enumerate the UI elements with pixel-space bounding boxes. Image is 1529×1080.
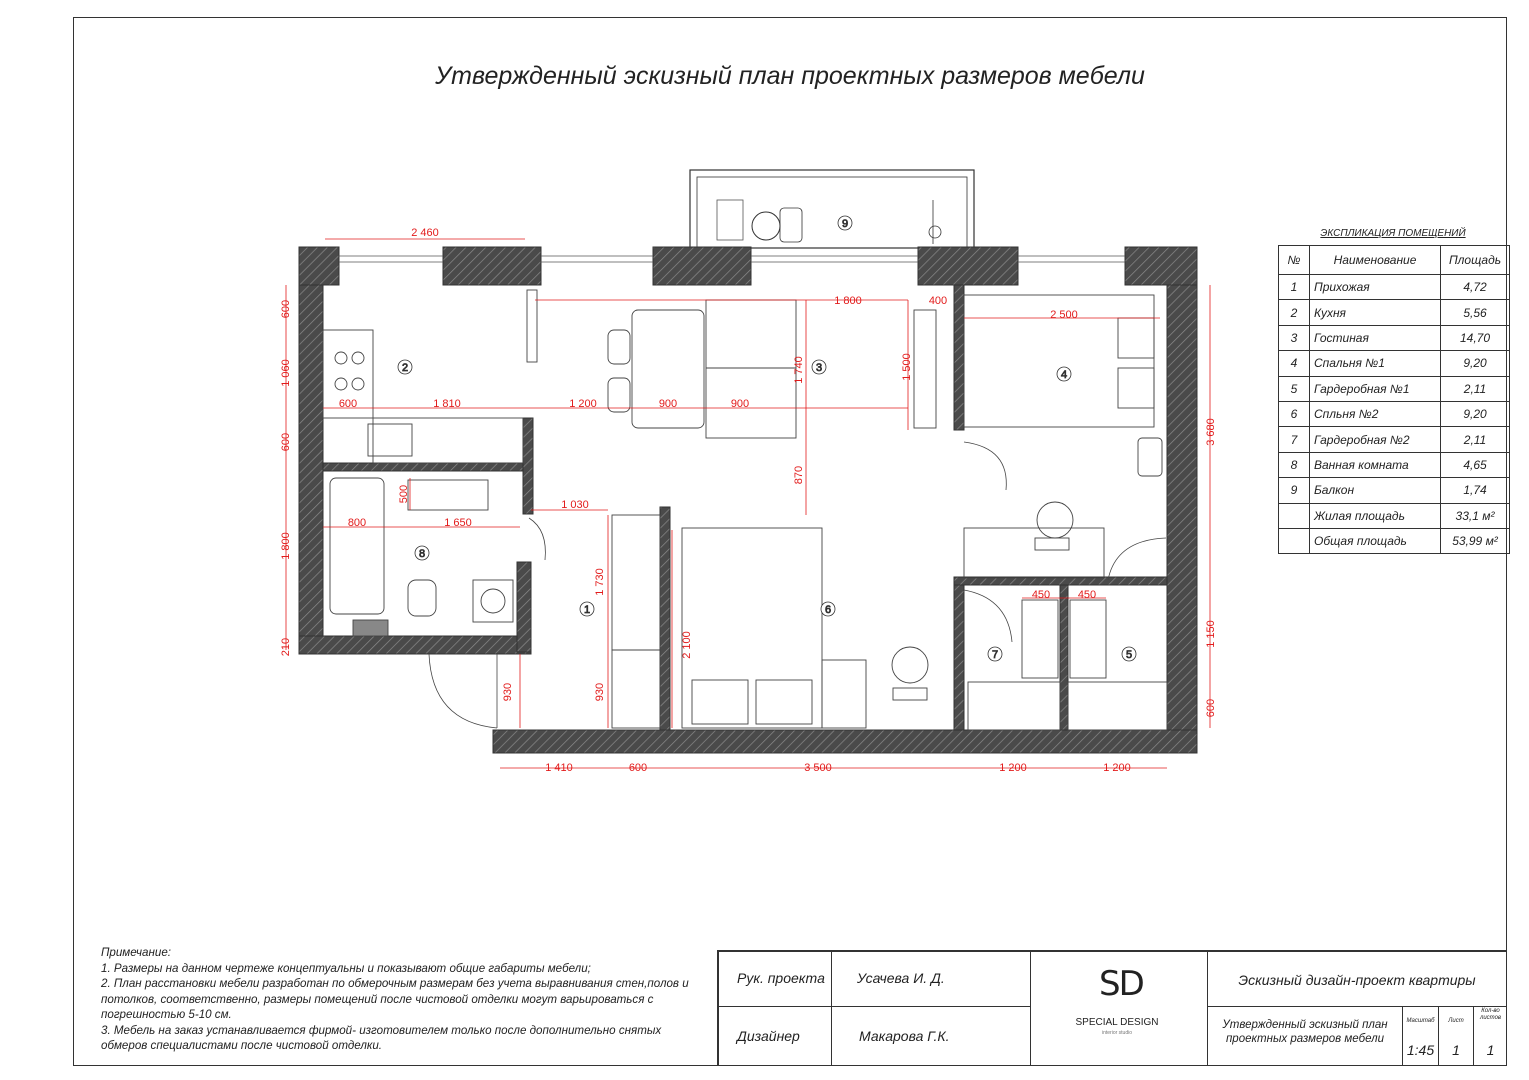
table-row [1279, 351, 1510, 376]
dim-bath-1650: 1 650 [444, 517, 472, 529]
dim-living-1740: 1 740 [793, 356, 805, 384]
office-chair-2-icon [892, 647, 928, 683]
note-item: 2. План расстановки мебели разработан по обмерочным размерам без учета выравнивания стен,полов и потолков, соответственно, размеры помещений после чистовой отделки могут варьироваться с погрешностью 5-10 см. [101, 977, 689, 1021]
room-2-marker: 2 [401, 362, 409, 374]
furniture [323, 290, 1167, 730]
table-row [1279, 376, 1510, 401]
row-name: Гостиная [1310, 325, 1441, 350]
living-area-label: Жилая площадь [1310, 503, 1441, 528]
dim-living-870: 870 [793, 465, 805, 485]
explication-caption: ЭКСПЛИКАЦИЯ ПОМЕЩЕНИЙ [1320, 228, 1466, 239]
dim-left-1060: 1 060 [280, 359, 292, 387]
stove-burner-icon [335, 352, 347, 364]
table-row [1279, 275, 1510, 300]
table-row [1279, 300, 1510, 325]
row-number: 4 [1279, 351, 1310, 376]
company-logo: SD [1099, 964, 1143, 1004]
row-area: 14,70 [1441, 325, 1510, 350]
row-number: 8 [1279, 452, 1310, 477]
dim-bottom-600: 600 [628, 762, 648, 774]
dim-right-1150: 1 150 [1205, 620, 1217, 648]
lead-label: Рук. проекта [737, 970, 825, 986]
row-number: 9 [1279, 478, 1310, 503]
table-row [1279, 325, 1510, 350]
total-area-value: 53,99 м² [1441, 528, 1510, 553]
row-area: 9,20 [1441, 351, 1510, 376]
balcony [690, 170, 974, 248]
dim-1800: 1 800 [834, 295, 862, 307]
scale-label: Масштаб [1406, 1018, 1435, 1024]
sofa [706, 300, 796, 438]
dim-2500: 2 500 [1050, 309, 1078, 321]
bathtub [330, 478, 384, 614]
office-chair-icon [1037, 502, 1073, 538]
company-name: SPECIAL DESIGN [1075, 1017, 1159, 1028]
dim-bottom-3500: 3 500 [804, 762, 832, 774]
dim-bottom-1200a: 1 200 [999, 762, 1027, 774]
row-area: 4,72 [1441, 275, 1510, 300]
row-area: 9,20 [1441, 401, 1510, 426]
dim-top-2460: 2 460 [411, 227, 439, 239]
room-4-marker: 4 [1060, 369, 1068, 381]
title-block [717, 950, 1507, 1066]
dim-right-3680: 3 680 [1205, 418, 1217, 446]
explication-table [1278, 228, 1510, 554]
explication-header [1279, 246, 1510, 275]
wardrobe-5 [1068, 682, 1167, 730]
sink-icon [368, 424, 412, 456]
dining-table [632, 310, 704, 428]
dim-hall-930a: 930 [502, 682, 514, 702]
room-1-marker: 1 [583, 604, 591, 616]
row-name: Кухня [1310, 300, 1441, 325]
col-name: Наименование [1310, 246, 1441, 275]
col-area: Площадь [1441, 246, 1510, 275]
dim-right-600: 600 [1205, 698, 1217, 718]
row-area: 1,74 [1441, 478, 1510, 503]
row-name: Гардеробная №1 [1310, 376, 1441, 401]
row-area: 5,56 [1441, 300, 1510, 325]
dim-living-1200: 1 200 [569, 398, 597, 410]
bedroom-1-wardrobe [914, 310, 936, 428]
note-item: 1. Размеры на данном чертеже концептуальны и показывают общие габариты мебели; [101, 961, 591, 975]
toilet-icon [408, 580, 436, 616]
dim-kitchen-1810: 1 810 [433, 398, 461, 410]
dim-bedroom-1500: 1 500 [901, 353, 913, 381]
dim-hall-1030: 1 030 [561, 499, 589, 511]
table-row [1279, 427, 1510, 452]
room-5-marker: 5 [1125, 649, 1133, 661]
dim-bath-800: 800 [347, 517, 367, 529]
dim-hall-1730: 1 730 [594, 568, 606, 596]
room-6-marker: 6 [824, 604, 832, 616]
page-title: Утвержденный эскизный план проектных размеров мебели [435, 62, 1145, 90]
dim-bath-500: 500 [398, 484, 410, 504]
dim-wardrobe-450b: 450 [1077, 589, 1097, 601]
dim-left-600: 600 [280, 299, 292, 319]
row-name: Прихожая [1310, 275, 1441, 300]
room-8-marker: 8 [418, 548, 426, 560]
dim-left-1800: 1 800 [280, 532, 292, 560]
sheet-label: Лист [1448, 1018, 1464, 1024]
row-number: 2 [1279, 300, 1310, 325]
dim-hall-930b: 930 [594, 682, 606, 702]
walls [299, 247, 1197, 753]
col-number: № [1279, 246, 1310, 275]
bed-2 [682, 528, 822, 728]
row-number: 1 [1279, 275, 1310, 300]
room-3-marker: 3 [815, 362, 823, 374]
row-area: 2,11 [1441, 376, 1510, 401]
row-number: 7 [1279, 427, 1310, 452]
row-number: 5 [1279, 376, 1310, 401]
designer-name: Макарова Г.К. [859, 1028, 950, 1044]
row-name: Спальня №1 [1310, 351, 1441, 376]
desk [964, 528, 1104, 578]
table-row [1279, 478, 1510, 503]
wardrobe-7 [968, 682, 1060, 730]
dim-bottom-1410: 1 410 [545, 762, 573, 774]
note-item: 3. Мебель на заказ устанавливается фирмой- изготовителем только после дополнительно снятых обмеров специалистами после чистовой отделки. [101, 1023, 662, 1052]
table-row [1279, 401, 1510, 426]
dim-left-210: 210 [280, 637, 292, 657]
notes [101, 945, 701, 1054]
dim-wardrobe-450a: 450 [1031, 589, 1051, 601]
sheet-value: 1 [1452, 1042, 1460, 1058]
dim-living-900a: 900 [658, 398, 678, 410]
total-area-label: Общая площадь [1310, 528, 1441, 553]
scale-value: 1:45 [1406, 1042, 1435, 1058]
row-number: 6 [1279, 401, 1310, 426]
count-value: 1 [1486, 1042, 1495, 1058]
dim-left-600b: 600 [280, 432, 292, 452]
row-name: Спльня №2 [1310, 401, 1441, 426]
count-label: Кол-во листов [1479, 1008, 1502, 1021]
project-name: Эскизный дизайн-проект квартиры [1238, 972, 1476, 988]
designer-label: Дизайнер [737, 1028, 800, 1044]
dim-bottom-1200b: 1 200 [1103, 762, 1131, 774]
room-7-marker: 7 [991, 649, 999, 661]
total-area-row [1279, 528, 1510, 553]
row-name: Ванная комната [1310, 452, 1441, 477]
hall-wardrobe [612, 515, 660, 650]
row-number: 3 [1279, 325, 1310, 350]
dimension-labels [280, 227, 1217, 774]
row-area: 4,65 [1441, 452, 1510, 477]
person-icon [752, 212, 780, 240]
sheet-title: Утвержденный эскизный план проектных размеров мебели [1222, 1019, 1388, 1045]
lead-name: Усачева И. Д. [857, 970, 945, 986]
washing-machine [473, 580, 513, 622]
row-area: 2,11 [1441, 427, 1510, 452]
bath-vanity [408, 480, 488, 510]
company-subtitle: interior studio [1101, 1030, 1132, 1036]
notes-heading: Примечание: [101, 946, 171, 959]
dim-bed2-2100: 2 100 [681, 631, 693, 659]
table-row [1279, 452, 1510, 477]
balcony-cabinet [717, 200, 743, 240]
dim-kitchen-600: 600 [338, 398, 358, 410]
living-area-row [1279, 503, 1510, 528]
plant-icon [929, 226, 941, 238]
living-area-value: 33,1 м² [1441, 503, 1510, 528]
dim-400: 400 [928, 295, 948, 307]
room-9-marker: 9 [841, 218, 849, 230]
row-name: Гардеробная №2 [1310, 427, 1441, 452]
dim-living-900b: 900 [730, 398, 750, 410]
row-name: Балкон [1310, 478, 1441, 503]
